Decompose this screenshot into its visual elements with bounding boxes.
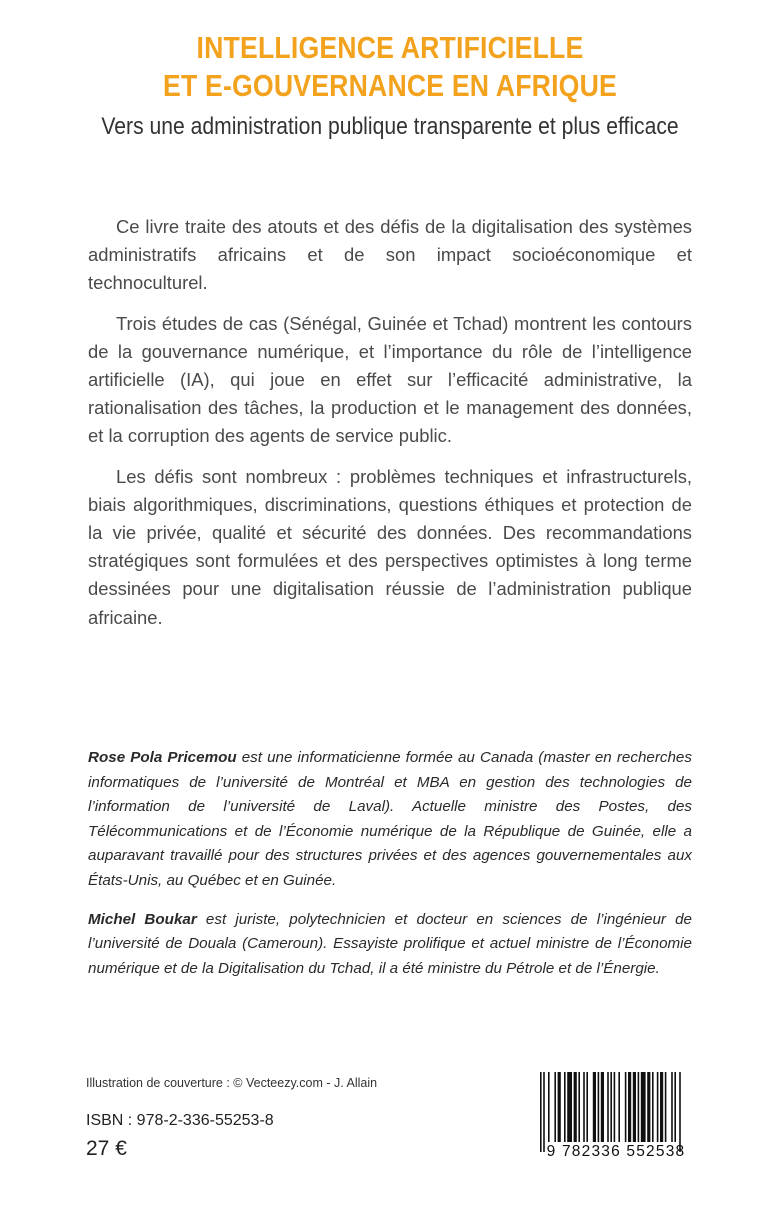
barcode-bar — [601, 1072, 604, 1142]
barcode-bars — [536, 1072, 696, 1152]
barcode-bar — [657, 1072, 659, 1142]
barcode-bar — [558, 1072, 561, 1142]
barcode-bar — [641, 1072, 646, 1142]
barcode — [536, 1072, 696, 1162]
barcode-bar — [679, 1072, 681, 1152]
barcode-bar — [614, 1072, 616, 1142]
book-title-line-1: INTELLIGENCE ARTIFICIELLE — [196, 30, 584, 65]
barcode-bar — [647, 1072, 650, 1142]
author-bio-text: est une informaticienne formée au Canada (master en recherches informatiques de l’université de Montréal et MBA en gestion des technologies de l’information de l’université de Laval). Actuelle ministre des Postes, des Télécommunications et de l’Économie numérique de la République de Guinée, elle a auparavant travaillé pour des structures privées et des agences gouvernementales aux États-Unis, au Québec et en Guinée. — [88, 749, 692, 889]
barcode-bar — [583, 1072, 585, 1142]
barcode-bar — [665, 1072, 667, 1142]
barcode-bar — [618, 1072, 620, 1142]
author-bio-text: est juriste, polytechnicien et docteur en sciences de l’ingénieur de l’université de Douala (Cameroun). Essayiste prolifique et actuel ministre de l’Économie numérique et de la Digitalisation du Tchad, il a été ministre du Pétrole et de l’Énergie. — [88, 910, 693, 977]
barcode-bar — [625, 1072, 627, 1142]
author-name: Rose Pola Pricemou — [88, 749, 237, 766]
barcode-bar — [652, 1072, 654, 1142]
summary-text — [88, 213, 692, 644]
book-title-line-2: ET E-GOUVERNANCE EN AFRIQUE — [163, 68, 617, 103]
barcode-bar — [660, 1072, 663, 1142]
barcode-bar — [548, 1072, 550, 1142]
barcode-bar — [586, 1072, 588, 1142]
barcode-digits: 9 782336 552538 — [546, 1143, 686, 1160]
summary-paragraph: Trois études de cas (Sénégal, Guinée et Tchad) montrent les contours de la gouvernance numérique, et l’importance du rôle de l’intelligence artificielle (IA), qui joue en effet sur l’efficacité administrative, la rationalisation des tâches, la production et le management des données, et la corruption des agents de service public. — [88, 312, 692, 447]
barcode-bar — [574, 1072, 577, 1142]
summary-paragraph: Ce livre traite des atouts et des défis de la digitalisation des systèmes administratifs africains et de son impact socioéconomique et technoculturel. — [88, 216, 692, 294]
author-bio — [88, 908, 692, 982]
barcode-bar — [593, 1072, 596, 1142]
barcode-bar — [671, 1072, 673, 1142]
barcode-bar — [578, 1072, 580, 1142]
price: 27 € — [86, 1137, 127, 1160]
barcode-bar — [540, 1072, 542, 1152]
barcode-bar — [567, 1072, 572, 1142]
barcode-bar — [564, 1072, 566, 1142]
barcode-bar — [628, 1072, 631, 1142]
summary-paragraph: Les défis sont nombreux : problèmes techniques et infrastructurels, biais algorithmiques, discriminations, questions éthiques et protection de la vie privée, qualité et sécurité des données. Des recommandations stratégiques sont formulées et des perspectives optimistes à long terme dessinées pour une digitalisation réussie de l’administration publique africaine. — [88, 465, 692, 628]
barcode-bar — [633, 1072, 636, 1142]
illustration-credit: Illustration de couverture : © Vecteezy.com - J. Allain — [86, 1076, 378, 1090]
barcode-bar — [543, 1072, 545, 1152]
barcode-bar — [554, 1072, 556, 1142]
isbn: ISBN : 978-2-336-55253-8 — [86, 1112, 274, 1129]
author-name: Michel Boukar — [88, 910, 197, 928]
author-bios — [88, 746, 692, 995]
book-subtitle: Vers une administration publique transparente et plus efficace — [101, 113, 679, 140]
barcode-bar — [638, 1072, 640, 1142]
barcode-bar — [674, 1072, 676, 1142]
barcode-bar — [607, 1072, 609, 1142]
barcode-bar — [610, 1072, 612, 1142]
author-bio — [88, 746, 692, 894]
barcode-bar — [598, 1072, 600, 1142]
